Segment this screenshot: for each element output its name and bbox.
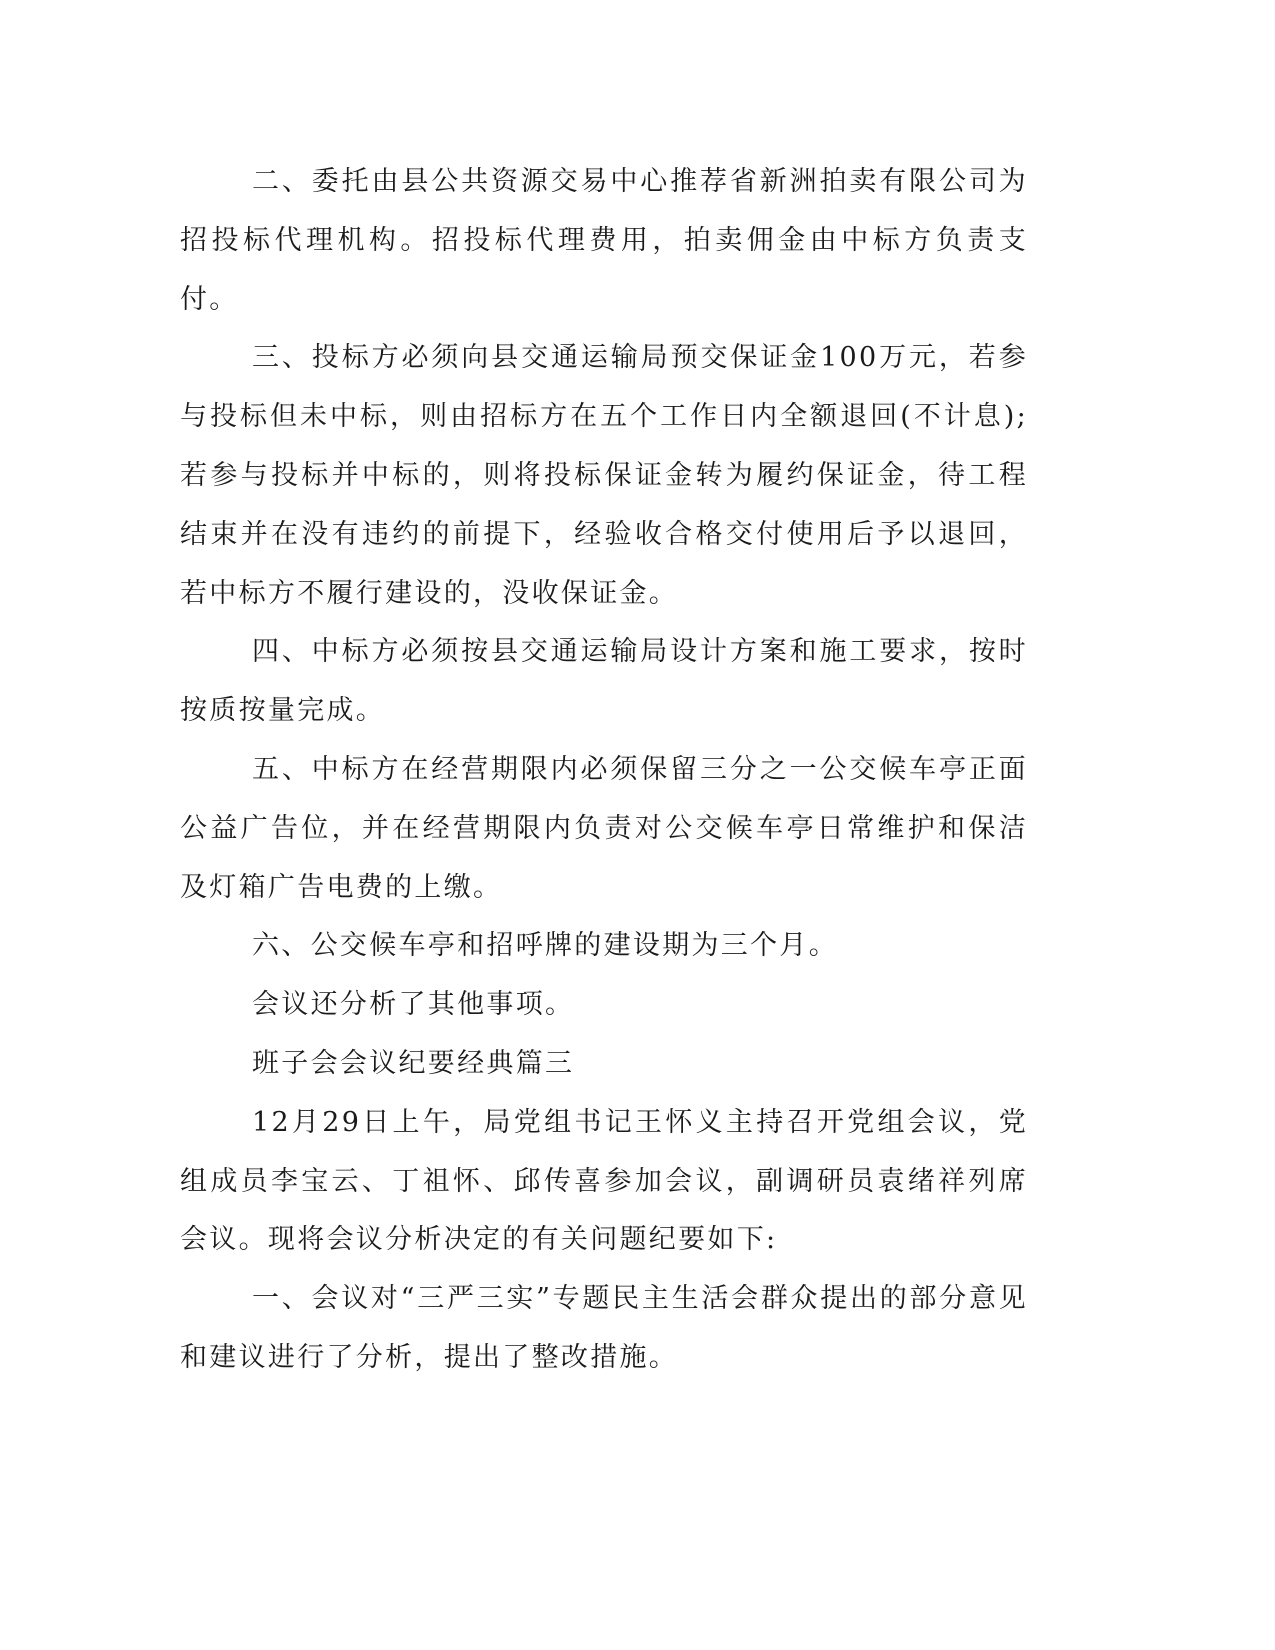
paragraph-item-5-advertising: 五、中标方在经营期限内必须保留三分之一公交候车亭正面公益广告位，并在经营期限内负责对公交候车亭日常维护和保洁及灯箱广告电费的上缴。 (180, 753, 1028, 903)
paragraph-item-3-deposit: 三、投标方必须向县交通运输局预交保证金100万元，若参与投标但未中标，则由招标方在五个工作日内全额退回(不计息);若参与投标并中标的，则将投标保证金转为履约保证金，待工程结束并在没有违约的前提下，经验收合格交付使用后予以退回，若中标方不履行建设的，没收保证金。 (180, 342, 1028, 609)
paragraph-item-2-agency: 二、委托由县公共资源交易中心推荐省新洲拍卖有限公司为招投标代理机构。招投标代理费用，拍卖佣金由中标方负责支付。 (180, 166, 1028, 315)
paragraph-item-1-rectification: 一、会议对“三严三实”专题民主生活会群众提出的部分意见和建议进行了分析，提出了整改措施。 (180, 1283, 1028, 1373)
document-body (180, 153, 1028, 1388)
paragraph-item-4-construction: 四、中标方必须按县交通运输局设计方案和施工要求，按时按质按量完成。 (180, 636, 1028, 727)
paragraph-other-matters: 会议还分析了其他事项。 (252, 989, 575, 1021)
section-heading: 班子会会议纪要经典篇三 (252, 1047, 575, 1079)
paragraph-item-6-schedule: 六、公交候车亭和招呼牌的建设期为三个月。 (252, 930, 838, 962)
paragraph-meeting-intro: 12月29日上午，局党组书记王怀义主持召开党组会议，党组成员李宝云、丁祖怀、邱传喜参加会议，副调研员袁绪祥列席会议。现将会议分析决定的有关问题纪要如下: (180, 1106, 1028, 1256)
